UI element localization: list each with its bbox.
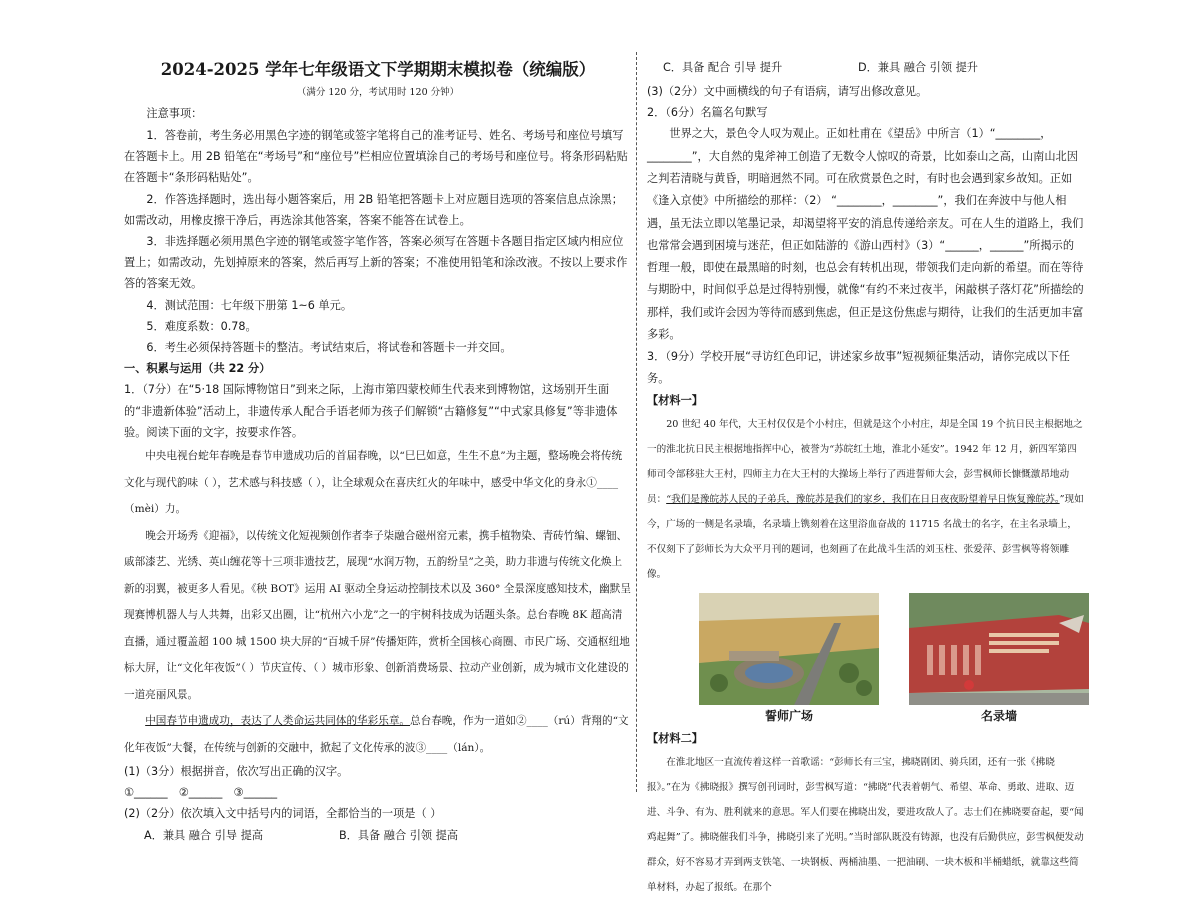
photo-caption: 誓师广场 bbox=[764, 708, 813, 723]
option-row bbox=[124, 825, 632, 846]
underlined-sentence: 中国春节申遗成功，表达了人类命运共同体的华彩乐章。 bbox=[145, 715, 411, 728]
material-1-part: 20 世纪 40 年代，大王村仅仅是个小村庄，但就是这个小村庄，却是全国 19 个抗日民主根据地之一的淮北抗日民主根据地指挥中心，被誉为“苏皖红土地，淮北小延安”。1942 年 12 月，新四军第四师司令部移驻大王村，四师主力在大王村的大操场上举行了西进誓师大会，彭雪枫师长慷慨激昂地动员： bbox=[647, 418, 1083, 505]
answer-blanks: ①______ ②______ ③______ bbox=[124, 786, 278, 800]
material-2-label: 【材料二】 bbox=[647, 731, 703, 745]
note-item: 3．非选择题必须用黑色字迹的钢笔或签字笔作答，答案必须写在答题卡各题目指定区域内相应位置上；如需改动，先划掉原来的答案，然后再写上新的答案；不准使用铅笔和涂改液。不按以上要求作答的答案无效。 bbox=[124, 235, 628, 291]
question-2-text: 世界之大，景色令人叹为观止。正如杜甫在《望岳》中所言（1）“________，________”，大自然的鬼斧神工创造了无数令人惊叹的奇景，比如泰山之高，山南山北因之判若清晓与黄昏，明暗迥然不同。可在欣赏景色之时，有时也会遇到家乡故知。正如《逢入京使》中所描绘的那样：（2） “________，________”，我们在奔波中与他人相遇，虽无法立即以笔墨记录，却渴望将平安的消息传递给亲友。可在人生的道路上，我们也常常会遇到困境与迷茫，但正如陆游的《游山西村》（3）“______，______”所揭示的哲理一般，即使在最黑暗的时刻，也总会有转机出现，带领我们走向新的希望。而在等待与期盼中，时间似乎总是过得特别慢，就像“有约不来过夜半，闲敲棋子落灯花”所描绘的那样，我们或许会因为等待而感到焦虑，但正是这份焦虑与期待，让我们的生活更加丰富多彩。 bbox=[647, 127, 1084, 342]
material-photos bbox=[699, 593, 1089, 727]
passage-paragraph bbox=[124, 708, 632, 761]
sub-question-1-2: (2)（2分）依次填入文中括号内的词语，全都恰当的一项是（ ） bbox=[124, 807, 442, 821]
option-b: B．具备 融合 引领 提高 bbox=[339, 828, 459, 842]
option-d: D．兼具 融合 引领 提升 bbox=[858, 61, 978, 74]
material-1-label: 【材料一】 bbox=[647, 393, 703, 407]
exam-subtitle: （满分 120 分，考试用时 120 分钟） bbox=[296, 87, 460, 98]
material-2-text: 在淮北地区一直流传着这样一首歌谣：“彭师长有三宝，拂晓剧团、骑兵团，还有一张《拂晓报》。”在为《拂晓报》撰写创刊词时，彭雪枫写道：“拂晓”代表着朝气、希望、革命、勇敢、进取、迈进、斗争、有为、胜利就来的意思。军人们要在拂晓出发，要进攻敌人了。志士们在拂晓要奋起，要“闻鸡起舞”了。拂晓催我们斗争，拂晓引来了光明。”当时部队既没有铸源，也没有后勤供应，彭雪枫便发动群众，好不容易才弄到两支铁笔、一块钢板、两桶油墨、一把油刷、一块木板和半桶蜡纸，就靠这些简单材料，办起了报纸。在那个 bbox=[647, 756, 1084, 893]
note-item: 5．难度系数：0.78。 bbox=[146, 319, 257, 333]
sub-question-1-1: (1)（3分）根据拼音，依次写出正确的汉字。 bbox=[124, 765, 349, 779]
passage-paragraph: 中央电视台蛇年春晚是春节申遗成功后的首届春晚，以“巳巳如意，生生不息”为主题，整场晚会将传统文化与现代韵味（ ），艺术感与科技感（ ），让全球观众在喜庆红火的年味中，感受中华文化的身永①____（mèi）力。 bbox=[124, 450, 623, 516]
notes-heading: 注意事项： bbox=[146, 107, 203, 120]
note-item: 6．考生必须保持答题卡的整洁。考试结束后，将试卷和答题卡一并交回。 bbox=[146, 341, 512, 355]
oath-square-image bbox=[699, 593, 879, 705]
note-item: 2．作答选择题时，选出每小题答案后，用 2B 铅笔把答题卡上对应题目选项的答案信息点涂黑；如需改动，用橡皮擦干净后，再选涂其他答案，答案不能答在试卷上。 bbox=[124, 192, 623, 227]
note-item: 1．答卷前，考生务必用黑色字迹的钢笔或签字笔将自己的准考证号、姓名、考场号和座位号填写在答题卡上。用 2B 铅笔在“考场号”和“座位号”栏相应位置填涂自己的考场号和座位号。将条形码粘贴在答题卡“条形码粘贴处”。 bbox=[124, 129, 628, 185]
sub-question-1-3: (3)（2分）文中画横线的句子有语病，请写出修改意见。 bbox=[647, 85, 928, 98]
passage-text: 总台春晚，作为一道如②____（rú）背翔的“文化年夜饭”大餐，在传统与创新的交融中，掀起了文化传承的波③____（lán）。 bbox=[124, 715, 629, 754]
column-divider bbox=[636, 52, 637, 792]
name-wall-image bbox=[909, 593, 1089, 705]
photo-oath-square bbox=[699, 593, 879, 727]
passage-paragraph: 晚会开场秀《迎福》，以传统文化短视频创作者李子柒融合磁州窑元素，携手植物染、青砖竹编、螺钿、戚部漆艺、光绣、英山缠花等十三项非遗技艺，展现“水润万物，五韵纷呈”之美，助力非遗与传统文化焕上新的羽翼，被更多人看见。《秧 BOT》运用 AI 驱动全身运动控制技术以及 360° 全景深度感知技术，幽默呈现赛博机器人与人共舞，出彩又出圈，让“杭州六小龙”之一的宇树科技成为话题头条。总台春晚 8K 超高清直播，通过覆盖超 100 城 1500 块大屏的“百城千屏”传播矩阵，赏析全国核心商圈、市民广场、交通枢纽地标大屏，让“文化年夜饭”（ ）节庆宣传、（ ）城市形象、创新消费场景、拉动产业创新，成为城市文化建设的一道亮丽风景。 bbox=[124, 529, 631, 701]
material-1-text bbox=[647, 412, 1084, 587]
section-heading: 一、积累与运用（共 22 分） bbox=[124, 362, 271, 376]
photo-name-wall bbox=[909, 593, 1089, 727]
question-1-intro: 1．（7分）在“5·18 国际博物馆日”到来之际，上海市第四蒙校师生代表来到博物馆，这场别开生面的“非遗新体验”活动上，非遗传承人配合手语老师为孩子们解锁“古籍修复”“中式家具修复”等非遗体验。阅读下面的文字，按要求作答。 bbox=[124, 383, 618, 439]
option-row bbox=[647, 55, 1084, 81]
photo-caption: 名录墙 bbox=[980, 708, 1017, 723]
underlined-sentence: “我们是豫皖苏人民的子弟兵，豫皖苏是我们的家乡，我们在日日夜夜盼望着早日恢复豫皖苏。 bbox=[666, 493, 1060, 505]
question-3-heading: 3．（9分）学校开展“寻访红色印记，讲述家乡故事”短视频征集活动，请你完成以下任务。 bbox=[647, 350, 1070, 385]
material-1-part: ”现如今，广场的一侧是名录墙，名录墙上镌刻着在这里浴血奋战的 11715 名战士的名字，在主名录墙上，不仅刻下了彭师长为大众平月刊的题词，也刻画了在此战斗生活的刘玉柱、张爱萍、彭雪枫等将领雕像。 bbox=[647, 493, 1084, 580]
question-2-heading: 2．（6分）名篇名句默写 bbox=[647, 106, 768, 120]
option-a: A．兼具 融合 引导 提高 bbox=[144, 828, 264, 842]
option-c: C．具备 配合 引导 提升 bbox=[663, 61, 783, 74]
note-item: 4．测试范围：七年级下册第 1~6 单元。 bbox=[146, 298, 353, 312]
left-column bbox=[124, 55, 632, 846]
exam-title: 2024-2025 学年七年级语文下学期期末模拟卷（统编版） bbox=[160, 60, 596, 79]
right-column bbox=[647, 55, 1084, 900]
